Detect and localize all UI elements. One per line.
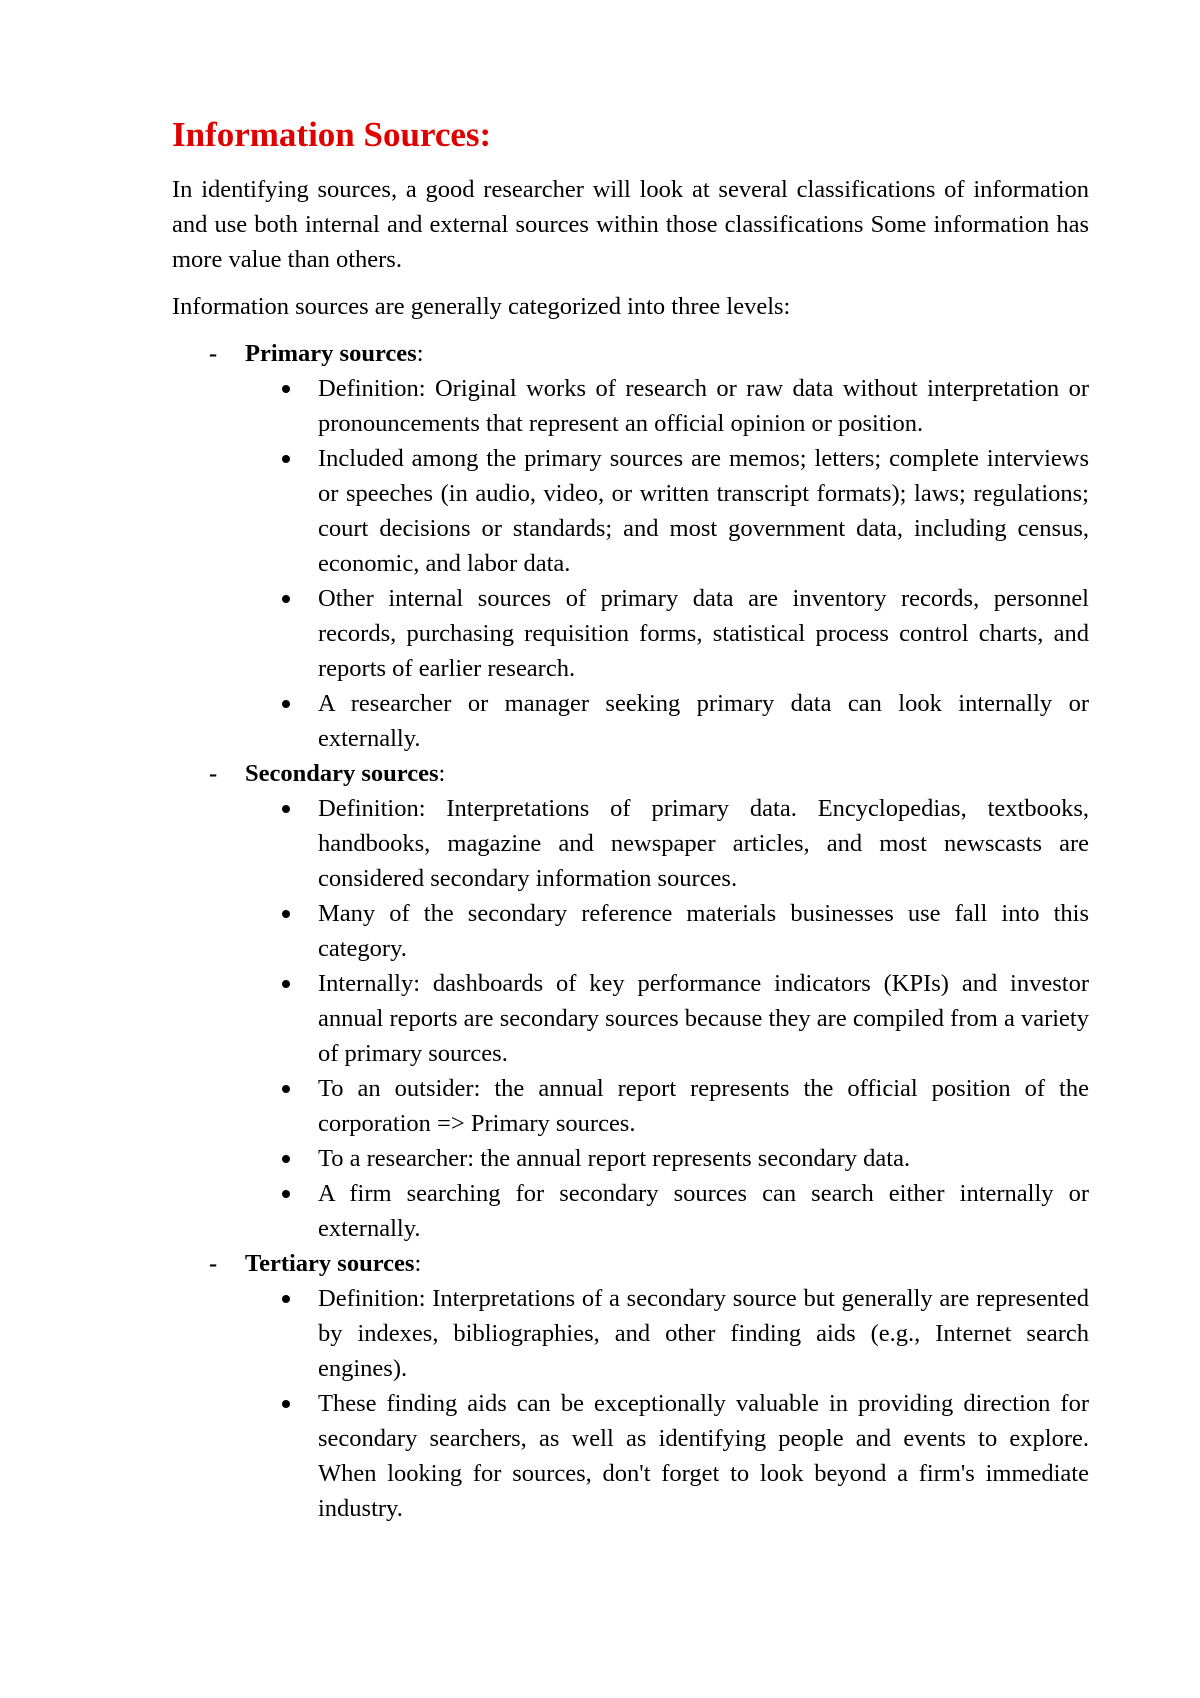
source-levels-list xyxy=(172,336,1089,1526)
dash-marker: - xyxy=(209,1250,218,1277)
source-level xyxy=(172,756,1089,1246)
bullet-text: Definition: Interpretations of primary data. Encyclopedias, textbooks, handbooks, magazine and newspaper articles, and most newscasts are considered secondary information sources. xyxy=(318,795,1089,892)
bullet-text: These finding aids can be exceptionally valuable in providing direction for secondary searchers, as well as identifying people and events to explore. When looking for sources, don't forget to look beyond a firm's immediate industry. xyxy=(318,1390,1089,1522)
bullet-text: Many of the secondary reference materials businesses use fall into this category. xyxy=(318,900,1089,962)
dash-marker: - xyxy=(209,760,218,787)
bullet-dot-icon xyxy=(282,700,290,708)
bullet-item xyxy=(245,1281,1089,1386)
bullet-dot-icon xyxy=(282,385,290,393)
bullet-item xyxy=(245,791,1089,896)
source-level xyxy=(172,1246,1089,1526)
bullet-text: Other internal sources of primary data are inventory records, personnel records, purchasing requisition forms, statistical process control charts, and reports of earlier research. xyxy=(318,585,1089,682)
bullet-item xyxy=(245,1386,1089,1526)
bullet-list xyxy=(245,791,1089,1246)
dash-marker: - xyxy=(209,340,218,367)
bullet-item xyxy=(245,686,1089,756)
bullet-item xyxy=(245,966,1089,1071)
source-level xyxy=(172,336,1089,756)
bullet-dot-icon xyxy=(282,1085,290,1093)
bullet-item xyxy=(245,581,1089,686)
bullet-dot-icon xyxy=(282,455,290,463)
bullet-dot-icon xyxy=(282,595,290,603)
bullet-dot-icon xyxy=(282,805,290,813)
bullet-dot-icon xyxy=(282,910,290,918)
bullet-text: A firm searching for secondary sources can search either internally or externally. xyxy=(318,1180,1089,1242)
bullet-dot-icon xyxy=(282,1295,290,1303)
bullet-text: Included among the primary sources are memos; letters; complete interviews or speeches (in audio, video, or written transcript formats); laws; regulations; court decisions or standards; and most government data, including census, economic, and labor data. xyxy=(318,445,1089,577)
bullet-dot-icon xyxy=(282,1155,290,1163)
bullet-text: A researcher or manager seeking primary data can look internally or externally. xyxy=(318,690,1089,752)
bullet-item xyxy=(245,1141,1089,1176)
source-level-colon: : xyxy=(414,1250,422,1277)
source-level-name: Primary sources xyxy=(245,340,417,367)
source-level-heading xyxy=(245,756,1089,791)
bullet-item xyxy=(245,371,1089,441)
source-level-heading xyxy=(245,336,1089,371)
bullet-text: To an outsider: the annual report represents the official position of the corporation => Primary sources. xyxy=(318,1075,1089,1137)
bullet-list xyxy=(245,1281,1089,1526)
bullet-text: Definition: Interpretations of a secondary source but generally are represented by indexes, bibliographies, and other finding aids (e.g., Internet search engines). xyxy=(318,1285,1089,1382)
bullet-text: Definition: Original works of research or raw data without interpretation or pronouncements that represent an official opinion or position. xyxy=(318,375,1089,437)
source-level-name: Tertiary sources xyxy=(245,1250,415,1277)
bullet-list xyxy=(245,371,1089,756)
bullet-item xyxy=(245,441,1089,581)
bullet-dot-icon xyxy=(282,1400,290,1408)
document-title: Information Sources: xyxy=(172,115,492,154)
bullet-dot-icon xyxy=(282,980,290,988)
source-level-name: Secondary sources xyxy=(245,760,439,787)
bullet-item xyxy=(245,1071,1089,1141)
bullet-item xyxy=(245,896,1089,966)
intro-paragraph: In identifying sources, a good researcher will look at several classifications of information and use both internal and external sources within those classifications Some information has more value than others. xyxy=(172,176,1089,273)
categorized-paragraph: Information sources are generally categorized into three levels: xyxy=(172,293,791,320)
bullet-item xyxy=(245,1176,1089,1246)
document-page xyxy=(172,112,1089,1526)
bullet-dot-icon xyxy=(282,1190,290,1198)
bullet-text: To a researcher: the annual report represents secondary data. xyxy=(318,1145,911,1172)
source-level-colon: : xyxy=(416,340,424,367)
source-level-heading xyxy=(245,1246,1089,1281)
bullet-text: Internally: dashboards of key performance indicators (KPIs) and investor annual reports are secondary sources because they are compiled from a variety of primary sources. xyxy=(318,970,1089,1067)
source-level-colon: : xyxy=(438,760,446,787)
